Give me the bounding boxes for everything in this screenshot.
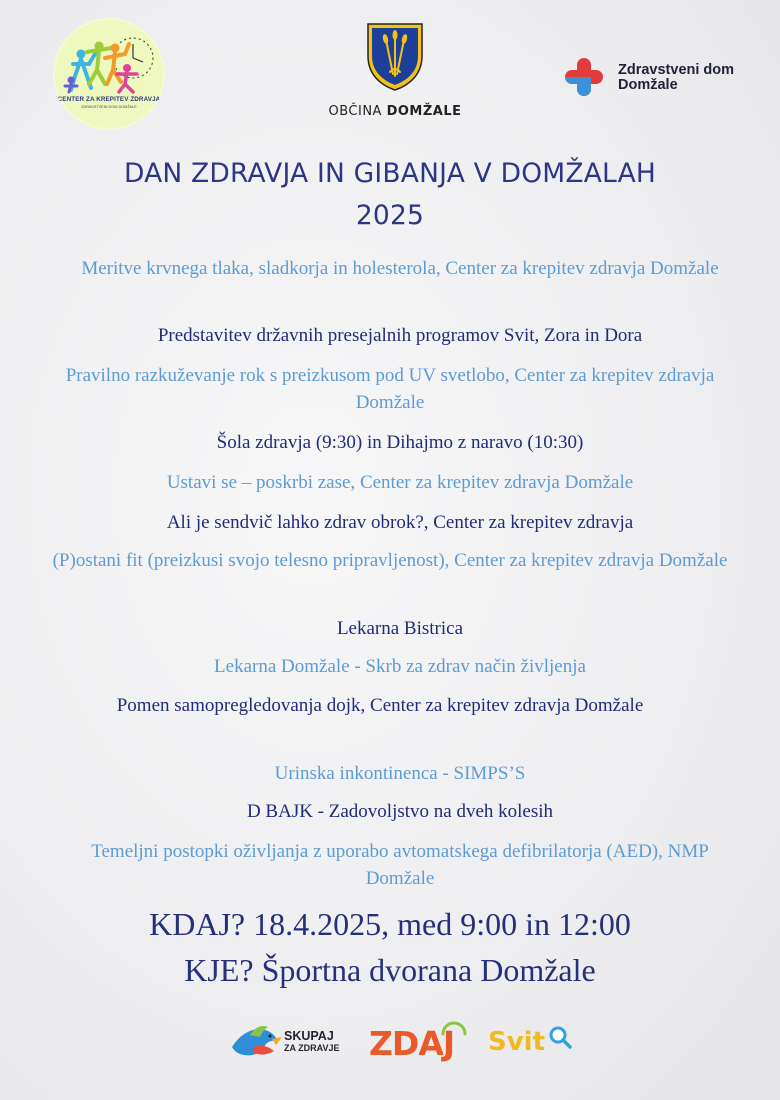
municipality-name — [290, 104, 500, 119]
health-cross-icon — [563, 56, 605, 98]
title-line1: DAN ZDRAVJA IN GIBANJA V DOMŽALAH — [123, 158, 657, 189]
skupaj-line1: SKUPAJ — [284, 1029, 334, 1043]
program-item: Ustavi se – poskrbi zase, Center za krepitev zdravja Domžale — [166, 472, 634, 493]
program-item: Pomen samopregledovanja dojk, Center za krepitev zdravja Domžale — [116, 695, 644, 716]
svit-logo: Svit — [488, 1027, 546, 1057]
page-title — [40, 153, 740, 237]
center-za-krepitev-zdravja-logo — [53, 18, 165, 130]
program-item: Lekarna Bistrica — [336, 618, 464, 639]
skupaj-bird-icon — [228, 1017, 283, 1061]
health-center-line1: Zdravstveni dom — [618, 62, 735, 78]
program-item: Šola zdravja (9:30) in Dihajmo z naravo (10:30) — [216, 432, 584, 453]
program-item: Meritve krvnega tlaka, sladkorja in holesterola, Center za krepitev zdravja Domžale — [81, 258, 719, 279]
ckz-logo-title: CENTER ZA KREPITEV ZDRAVJA — [57, 96, 161, 103]
program-item: D BAJK - Zadovoljstvo na dveh kolesih — [246, 801, 554, 822]
zdaj-logo: ZDAJ — [369, 1024, 455, 1063]
dancing-people-icon — [53, 18, 165, 130]
program-item: (P)ostani fit (preizkusi svojo telesno pripravljenost), Center za krepitev zdravja Domžale — [52, 550, 728, 571]
program-item: Temeljni postopki oživljanja z uporabo avtomatskega defibrilatorja (AED), NMP Domžale — [91, 841, 709, 889]
domzale-coat-of-arms-icon — [366, 22, 424, 92]
program-item: Pravilno razkuževanje rok s preizkusom pod UV svetlobo, Center za krepitev zdravja Domžale — [65, 365, 715, 413]
event-location: KJE? Športna dvorana Domžale — [184, 952, 596, 988]
health-center-line2: Domžale — [618, 77, 678, 93]
health-center-name — [618, 63, 768, 93]
zdaj-arc-icon — [440, 1018, 468, 1038]
magnifier-icon — [547, 1024, 573, 1050]
skupaj-za-zdravje-logo — [284, 1030, 354, 1054]
program-item: Urinska inkontinenca - SIMPS’S — [274, 763, 526, 784]
program-item: Lekarna Domžale - Skrb za zdrav način življenja — [214, 656, 586, 677]
municipality-prefix: OBČINA — [328, 104, 382, 119]
ckz-logo-subtitle: ZDRAVSTVENI DOM DOMŽALE — [81, 105, 137, 109]
skupaj-line2: ZA ZDRAVJE — [284, 1043, 340, 1053]
title-line2: 2025 — [355, 200, 425, 231]
event-time: KDAJ? 18.4.2025, med 9:00 in 12:00 — [149, 906, 631, 942]
program-item: Predstavitev državnih presejalnih programov Svit, Zora in Dora — [157, 325, 643, 346]
program-item: Ali je sendvič lahko zdrav obrok?, Center za krepitev zdravja — [166, 512, 634, 533]
municipality-town: DOMŽALE — [386, 104, 462, 119]
